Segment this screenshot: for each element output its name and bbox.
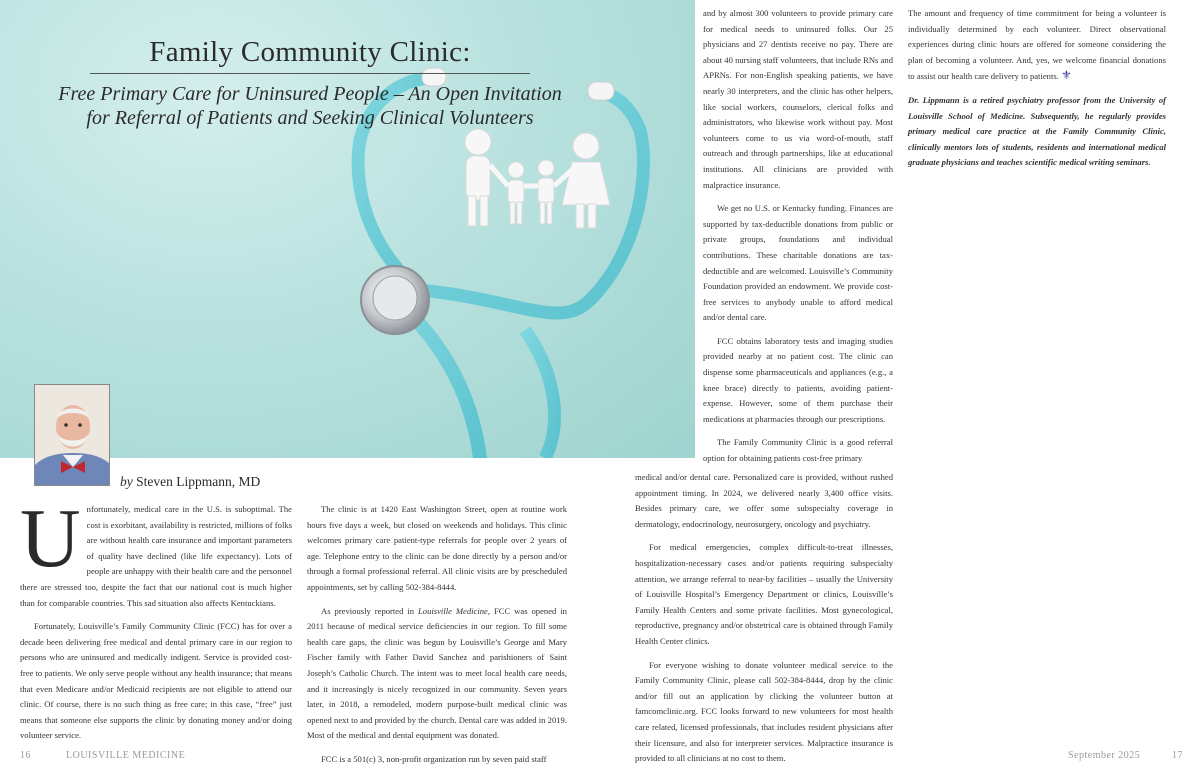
author-name: Steven Lippmann, MD xyxy=(136,474,261,489)
paragraph xyxy=(307,604,567,744)
drop-cap: U xyxy=(20,492,81,585)
paragraph: FCC is a 501(c) 3, non-profit organization run by seven paid staff xyxy=(321,753,547,764)
article-header xyxy=(30,36,590,130)
paragraph: For medical emergencies, complex difficult-to-treat illnesses, hospitalization-necessary cases and/or patients requiring subspecialty attention, we arrange referral to near-by facilities – usually the University of Louisville Hospital’s Emergency Department or clinics, Louisville’s Family Health Centers and some private facilities. Most gynecological, reproductive, pregnancy and/or obstetrical care is obtained through Family Health Center clinics. xyxy=(635,542,893,646)
issue-date: September 2025 xyxy=(1068,750,1141,761)
column-2 xyxy=(307,502,567,776)
author-portrait xyxy=(35,385,110,486)
publication-reference: Louisville Medicine xyxy=(418,605,488,616)
paragraph-text: , FCC was opened in 2011 because of medical service deficiencies in our region. To fill some health care gaps, the clinic was begun by Louisville’s George and Mary Fischer family with Father David Sanchez and parishioners of Saint Joseph’s Catholic Church. The intent was to meet local health care needs, and it increasingly is nicely recognized in our community. Seven years later, in 2018, a remodeled, modern purpose-built medical clinic was opened next to and provided by the church. Dental care was added in 2019. Most of the medical and dental equipment was donated. xyxy=(307,605,567,741)
byline xyxy=(120,474,260,490)
paragraph: The Family Community Clinic is a good referral option for obtaining patients cost-free primary xyxy=(703,437,893,464)
subtitle-line-1: Free Primary Care for Uninsured People – An Open Invitation xyxy=(58,83,562,105)
paragraph: Fortunately, Louisville’s Family Community Clinic (FCC) has for over a decade been delivering free medical and dental primary care in our region to persons who are uninsured and medically indigent. Service is provided cost-free to patients. We only serve people without any health insurance; that means that even Medicare and/or Medicaid recipients are not eligible to attend our clinic. Of course, there is no such thing as free care; in this case, “free” just means that someone else supports the clinic by donating money and/or doing volunteer service. xyxy=(20,621,292,741)
paragraph-text: nfortunately, medical care in the U.S. is suboptimal. The cost is exorbitant, availability is restricted, millions of folks are without health care insurance and important parameters of quality have declined (like life expectancy). Lots of people are unhappy with their health care and the personnel there are stressed too, despite the fact that our national cost is much higher than for comparable countries. This sad situation also affects Kentuckians. xyxy=(20,504,292,608)
paragraph: and by almost 300 volunteers to provide primary care for medical needs to uninsured folks. Our 25 physicians and 27 dentists receive no pay. There are about 40 nursing staff volunteers, that include RNs and APRNs. For non-English speaking patients, we have nearly 30 interpreters, and the clinic has other helpers, like social workers, counselors, clerical folks and administrators, who likewise work without pay. Most volunteers come to us via word-of-mouth, staff outreach and through partnerships, like at educational institutions. All clinicians are provided with malpractice insurance. xyxy=(703,8,893,190)
right-page-number: 17 xyxy=(1172,750,1183,761)
left-page-number: 16 xyxy=(20,750,31,761)
paragraph: The clinic is at 1420 East Washington Street, open at routine work hours five days a week, but closed on weekends and holidays. This clinic welcomes primary care patient-type referrals for people over 2 years of age. Telephone entry to the clinic can be done directly by a person and/or through a formal professional referral. All clinic visits are by prescheduled appointments, set by calling 502-384-8444. xyxy=(307,504,567,592)
paragraph xyxy=(908,6,1166,85)
paragraph-text: As previously reported in xyxy=(321,605,419,616)
page-title: Family Community Clinic: xyxy=(149,36,471,68)
fleur-de-lis-icon: ⚜ xyxy=(1060,68,1072,83)
paragraph: For everyone wishing to donate volunteer medical service to the Family Community Clinic, please call 502-384-8444, drop by the clinic and/or fill out an application by clicking the volunteer button at famcomclinic.org. FCC looks forward to new volunteers for most health care related, licensed professionals, that includes resident physicians after their licensure, and also for interpreter services. Malpractice insurance is provided to all clinicians at no cost to them. xyxy=(635,659,893,764)
paragraph: We get no U.S. or Kentucky funding. Finances are supported by tax-deductible donations from public or private groups, foundations and individual contributions. These charitable donations are tax-deductible and are welcomed. Louisville’s Community Foundation provided an endowment. We provide cost-free services to anybody unable to afford medical and/or dental care. xyxy=(703,203,893,323)
paragraph: medical and/or dental care. Personalized care is provided, without rushed appointment timing. In 2024, we delivered nearly 3,400 office visits. Besides primary care, we offer some subspecialty coverage in dermatology, endocrinology, neurosurgery, oncology and psychiatry. xyxy=(635,472,893,529)
author-photo xyxy=(34,384,110,486)
paragraph: FCC obtains laboratory tests and imaging studies provided nearby at no patient cost. The clinic can dispense some pharmaceuticals and appliances (e.g., a knee brace) directly to patients, avoiding patient-expense. However, some of them purchase their medications at pharmacies through our prescriptions. xyxy=(703,335,893,424)
column-4 xyxy=(908,6,1166,179)
author-bio: Dr. Lippmann is a retired psychiatry professor from the University of Louisville School of Medicine. Subsequently, he regularly provides primary medical care practice at the Family Community Clinic, clinically mentors lots of students, residents and international medical graduate physicians and teaches scientific medical writing seminars. xyxy=(908,94,1166,168)
publication-name: LOUISVILLE MEDICINE xyxy=(66,750,186,761)
column-3 xyxy=(703,6,893,475)
column-3-lower xyxy=(635,470,893,775)
byline-prefix: by xyxy=(120,474,133,489)
column-1 xyxy=(20,492,292,752)
title-divider xyxy=(90,73,530,74)
paragraph xyxy=(20,492,292,611)
paper-family-cutout xyxy=(465,129,610,228)
subtitle-line-2: for Referral of Patients and Seeking Clinical Volunteers xyxy=(86,107,534,129)
paragraph-text: The amount and frequency of time commitment for being a volunteer is individually determined by each volunteer. Direct observational experiences during clinic hours are offered for someone considering the plan of becoming a volunteer. And, yes, we welcome financial donations to assist our health care delivery to patients. xyxy=(908,8,1166,82)
